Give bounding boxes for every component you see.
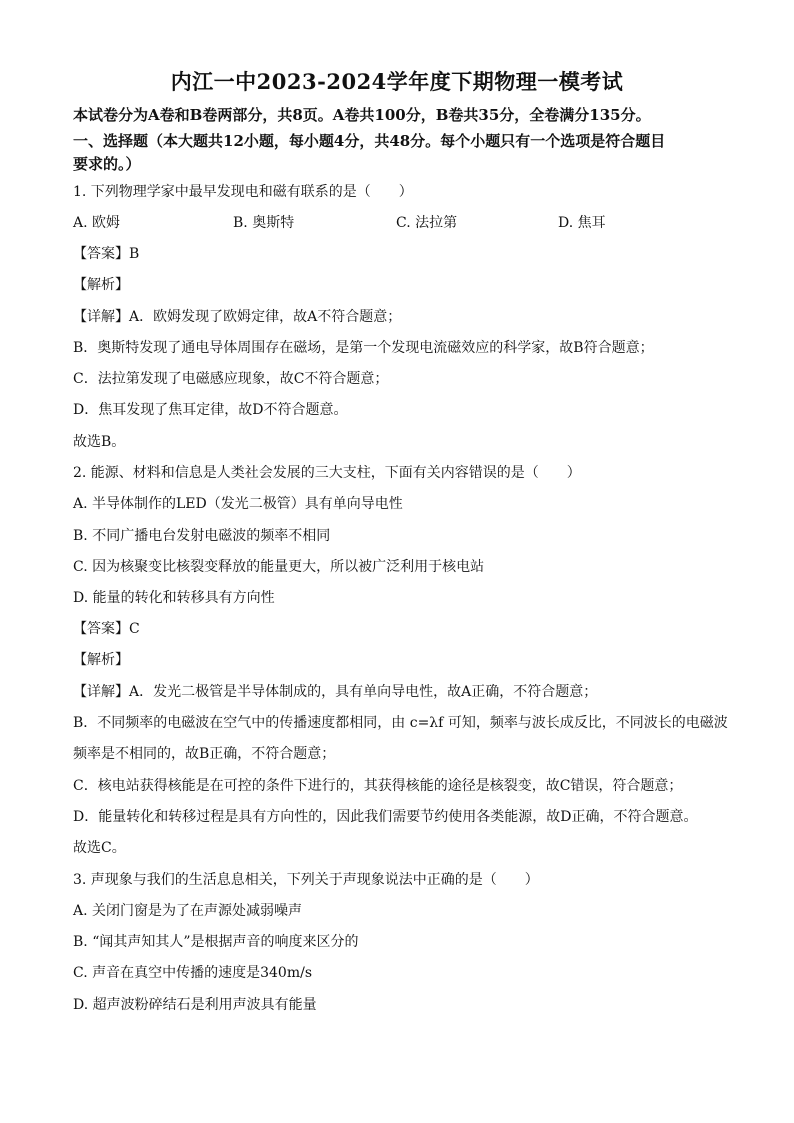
q3-stem: 3. 声现象与我们的生活息息相关，下列关于声现象说法中正确的是（ ） (73, 872, 539, 888)
q3-option-d: D. 超声波粉碎结石是利用声波具有能量 (73, 997, 317, 1013)
q1-analysis-label: 【解析】 (73, 277, 129, 293)
section-heading-line2: 要求的。） (73, 155, 141, 173)
q3-option-c: C. 声音在真空中传播的速度是340m/s (73, 965, 313, 981)
q1-option-a: A. 欧姆 (73, 215, 121, 231)
q3-option-a: A. 关闭门窗是为了在声源处减弱噪声 (73, 903, 303, 919)
exam-title: 内江一中2023-2024学年度下期物理一模考试 (170, 69, 624, 94)
q2-detail-4: C．核电站获得核能是在可控的条件下进行的，其获得核能的途径是核裂变，故C错误，符合题意； (73, 778, 683, 794)
q2-option-c: C. 因为核聚变比核裂变释放的能量更大，所以被广泛利用于核电站 (73, 559, 485, 575)
q1-stem: 1. 下列物理学家中最早发现电和磁有联系的是（ ） (73, 184, 413, 200)
q1-option-c: C. 法拉第 (396, 215, 458, 231)
section-heading-line1: 一、选择题（本大题共12小题，每小题4分，共48分。每个小题只有一个选项是符合题目 (73, 132, 666, 150)
exam-intro: 本试卷分为A卷和B卷两部分，共8页。A卷共100分，B卷共35分，全卷满分135分。 (73, 106, 651, 124)
q2-detail-1: 【详解】A．发光二极管是半导体制成的，具有单向导电性，故A正确，不符合题意； (73, 684, 598, 700)
q2-stem: 2. 能源、材料和信息是人类社会发展的三大支柱，下面有关内容错误的是（ ） (73, 465, 581, 481)
q2-answer: 【答案】C (73, 621, 140, 637)
q2-detail-3: 频率是不相同的，故B正确，不符合题意； (73, 746, 336, 762)
q1-option-d: D. 焦耳 (558, 215, 606, 231)
q2-option-b: B. 不同广播电台发射电磁波的频率不相同 (73, 528, 331, 544)
q1-detail-4: D．焦耳发现了焦耳定律，故D不符合题意。 (73, 402, 348, 418)
q1-option-b: B. 奥斯特 (233, 215, 295, 231)
q1-detail-2: B．奥斯特发现了通电导体周围存在磁场，是第一个发现电流磁效应的科学家，故B符合题意； (73, 340, 654, 356)
q2-detail-5: D．能量转化和转移过程是具有方向性的，因此我们需要节约使用各类能源，故D正确，不符合题意。 (73, 809, 698, 825)
q1-detail-3: C．法拉第发现了电磁感应现象，故C不符合题意； (73, 371, 389, 387)
q2-option-d: D. 能量的转化和转移具有方向性 (73, 590, 275, 606)
q1-conclusion: 故选B。 (73, 434, 126, 450)
q2-detail-2: B．不同频率的电磁波在空气中的传播速度都相同，由 c=λf 可知，频率与波长成反比，不同波长的电磁波 (73, 715, 728, 731)
q1-answer: 【答案】B (73, 246, 140, 262)
q1-detail-1: 【详解】A．欧姆发现了欧姆定律，故A不符合题意； (73, 309, 402, 325)
q2-option-a: A. 半导体制作的LED（发光二极管）具有单向导电性 (73, 496, 403, 512)
q2-conclusion: 故选C。 (73, 840, 126, 856)
q3-option-b: B. “闻其声知其人”是根据声音的响度来区分的 (73, 934, 359, 950)
q2-analysis-label: 【解析】 (73, 652, 129, 668)
